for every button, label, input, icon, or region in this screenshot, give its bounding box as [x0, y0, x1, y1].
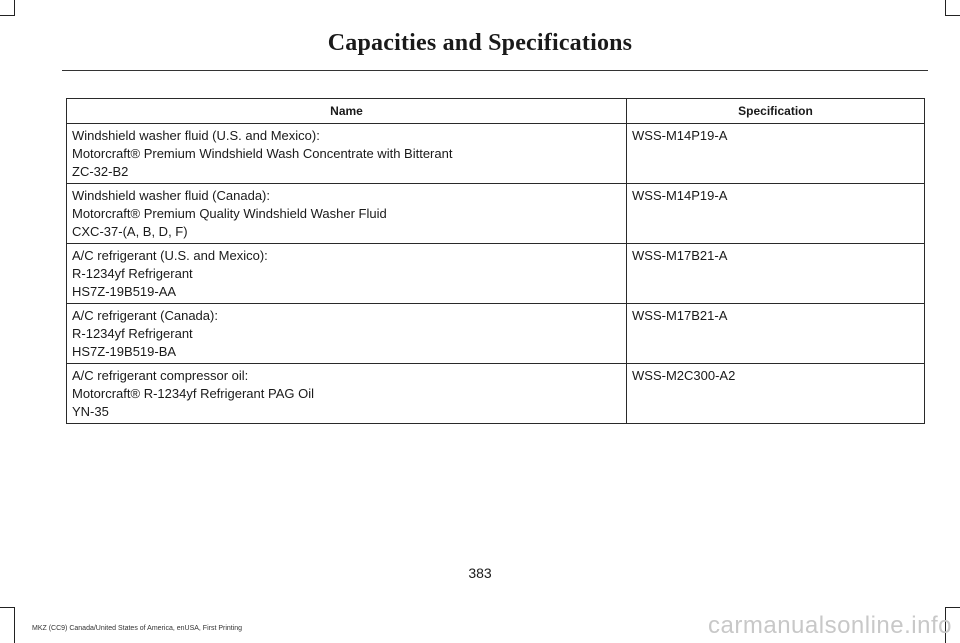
- name-cell: [67, 124, 627, 184]
- column-header-name: Name: [67, 99, 627, 124]
- name-line: CXC-37-(A, B, D, F): [72, 224, 188, 239]
- footer-text: MKZ (CC9) Canada/United States of America, enUSA, First Printing: [32, 625, 243, 632]
- specification-cell: WSS-M17B21-A: [627, 244, 925, 304]
- title-divider: [62, 70, 928, 71]
- specifications-table: [66, 98, 925, 424]
- table-row: [67, 124, 925, 184]
- column-header-specification: Specification: [627, 99, 925, 124]
- crop-mark-bottom-left: [0, 607, 15, 608]
- name-cell: [67, 184, 627, 244]
- name-cell: [67, 244, 627, 304]
- specification-cell: WSS-M17B21-A: [627, 304, 925, 364]
- table-row: [67, 304, 925, 364]
- table-row: [67, 364, 925, 424]
- specification-cell: WSS-M14P19-A: [627, 124, 925, 184]
- name-line: Windshield washer fluid (U.S. and Mexico):: [72, 128, 320, 143]
- name-line: Motorcraft® Premium Quality Windshield Washer Fluid: [72, 206, 387, 221]
- crop-mark-top-left: [14, 0, 15, 16]
- name-line: HS7Z-19B519-AA: [72, 284, 177, 299]
- name-line: A/C refrigerant (U.S. and Mexico):: [72, 248, 268, 263]
- name-line: YN-35: [72, 404, 109, 419]
- table-row: [67, 184, 925, 244]
- page-number: 383: [468, 565, 492, 581]
- name-cell: [67, 364, 627, 424]
- crop-mark-top-left: [0, 15, 15, 16]
- name-line: R-1234yf Refrigerant: [72, 266, 193, 281]
- name-line: A/C refrigerant compressor oil:: [72, 368, 249, 383]
- table-row: [67, 244, 925, 304]
- crop-mark-bottom-left: [14, 607, 15, 643]
- crop-mark-bottom-right: [945, 607, 960, 608]
- name-line: R-1234yf Refrigerant: [72, 326, 193, 341]
- name-line: HS7Z-19B519-BA: [72, 344, 177, 359]
- watermark: carmanualsonline.info: [708, 612, 952, 639]
- table-header-row: [67, 99, 925, 124]
- specification-cell: WSS-M14P19-A: [627, 184, 925, 244]
- name-line: Motorcraft® R-1234yf Refrigerant PAG Oil: [72, 386, 314, 401]
- name-line: ZC-32-B2: [72, 164, 129, 179]
- crop-mark-top-right: [945, 15, 960, 16]
- specification-cell: WSS-M2C300-A2: [627, 364, 925, 424]
- name-line: Motorcraft® Premium Windshield Wash Concentrate with Bitterant: [72, 146, 453, 161]
- name-cell: [67, 304, 627, 364]
- page-title: Capacities and Specifications: [327, 30, 633, 56]
- name-line: A/C refrigerant (Canada):: [72, 308, 218, 323]
- crop-mark-top-right: [945, 0, 946, 16]
- name-line: Windshield washer fluid (Canada):: [72, 188, 270, 203]
